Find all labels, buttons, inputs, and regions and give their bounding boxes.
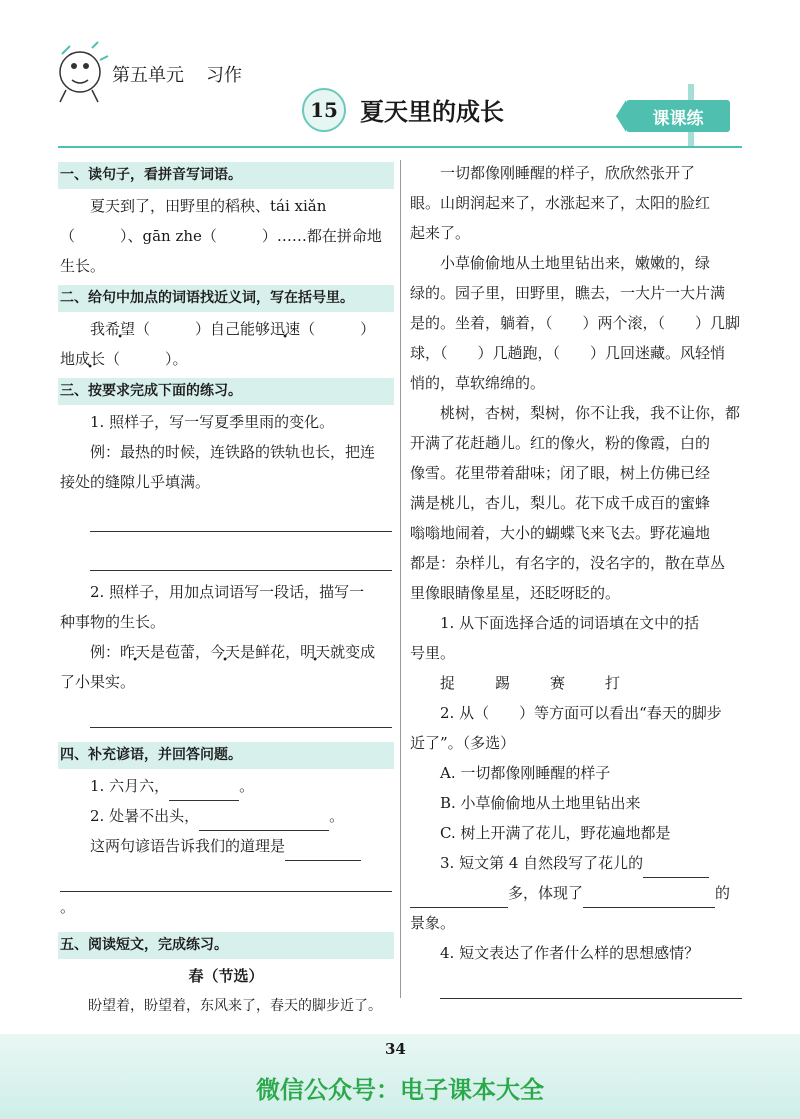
answer-line[interactable] [90,697,392,728]
passage-line[interactable]: 球，（ ）几趟跑，（ ）几回迷藏。风轻悄 [410,344,726,362]
s3-example-1a: 例：最热的时候，连铁路的铁轨也长，把连 [90,443,376,461]
answer-line[interactable] [90,540,392,571]
ex-text: 就变成 [330,643,376,661]
s1-line-1: 夏天到了，田野里的稻秧、tái xiǎn [90,197,327,215]
question-1a: 1. 从下面选择合适的词语填在文中的括 [440,614,700,632]
passage-line: 里像眼睛像星星，还眨呀眨的。 [410,584,621,602]
passage-line: 眼。山朗润起来了，水涨起来了，太阳的脸红 [410,194,711,212]
dotted-word: 明天 [300,643,331,661]
question-2a[interactable]: 2. 从（ ）等方面可以看出“春天的脚步 [440,704,722,722]
section-2-title: 二、给句中加点的词语找近义词，写在括号里。 [58,285,394,312]
header-rule [58,146,742,148]
practice-tag: 课课练 [626,100,730,132]
s2-line-2[interactable] [60,344,392,374]
passage-line: 绿的。园子里，田野里，瞧去，一大片一大片满 [410,284,726,302]
passage-p1: 盼望着，盼望着，东风来了，春天的脚步近了。 [88,998,382,1014]
s3-q2a: 2. 照样子，用加点词语写一段话，描写一 [90,583,365,601]
ex-text: 是苞蕾， [150,643,211,661]
s3-q2b: 种事物的生长。 [60,613,166,631]
blank[interactable] [583,885,715,908]
passage-line: 像雪。花里带着甜味；闭了眼，树上仿佛已经 [410,464,711,482]
q3-text: 多，体现了 [508,884,584,902]
word-choice[interactable]: 打 [605,674,621,692]
q3-text: 的 [715,884,731,902]
blank[interactable] [410,885,508,908]
section-5-title: 五、阅读短文，完成练习。 [58,932,394,959]
passage-line: 都是：杂样儿，有名字的，没名字的，散在草丛 [410,554,726,572]
word-choice[interactable]: 赛 [550,674,566,692]
passage-line: 桃树，杏树，梨树，你不让我，我不让你，都 [440,404,741,422]
word-choices [410,668,742,698]
s4-text: 。 [239,777,255,795]
left-column [60,158,392,1021]
section-3-title: 三、按要求完成下面的练习。 [58,378,394,405]
mascot-icon [52,40,112,106]
s4-text: 。 [329,807,345,825]
passage-line: 一切都像刚睡醒的样子，欣欣然张开了 [440,164,696,182]
question-3c: 景象。 [410,914,456,932]
blank[interactable] [285,838,361,861]
dotted-word: 迅速 [270,320,301,338]
blank [60,870,382,892]
lesson-title: 夏天里的成长 [360,98,504,126]
s2-text: （ ） [300,320,376,338]
column-divider [400,160,401,998]
right-column [410,158,742,999]
ex-text: 是鲜花， [240,643,301,661]
section-4-title: 四、补充谚语，并回答问题。 [58,742,394,769]
blank[interactable] [643,855,709,878]
dotted-word: 昨天 [120,643,151,661]
s4-end: 。 [60,898,76,916]
question-3b[interactable] [410,878,742,908]
s3-q1: 1. 照样子，写一写夏季里雨的变化。 [90,413,335,431]
question-4: 4. 短文表达了作者什么样的思想感情？ [440,944,700,962]
s3-example-1b: 接处的缝隙儿乎填满。 [60,473,211,491]
s1-line-2[interactable]: （ ）、gān zhe（ ）……都在拼命地 [60,227,382,245]
poem-title: 春（节选） [188,967,264,985]
unit-label: 第五单元 [112,65,184,86]
answer-line[interactable] [90,501,392,532]
s4-q2[interactable] [60,801,392,831]
s2-text: 地 [60,350,76,368]
passage-line: 嗡嗡地闹着，大小的蝴蝶飞来飞去。野花遍地 [410,524,711,542]
passage-line: 开满了花赶趟儿。红的像火，粉的像霞，白的 [410,434,711,452]
answer-line[interactable] [440,968,742,999]
word-choice[interactable]: 捉 [440,674,456,692]
s4-q1[interactable] [60,771,392,801]
s4-q3[interactable] [60,831,392,861]
passage-line: 起来了。 [410,224,471,242]
s2-line-1[interactable] [60,314,392,344]
section-label: 习作 [206,65,242,86]
s2-text: （ ）自己能够 [135,320,271,338]
s1-line-3: 生长。 [60,257,106,275]
s4-text: 这两句谚语告诉我们的道理是 [90,837,286,855]
dotted-word: 希望 [105,320,136,338]
lesson-number: 15 [302,88,346,132]
word-choice[interactable]: 踢 [495,674,511,692]
footer-watermark: 微信公众号：电子课本大全 [256,1076,544,1104]
s4-text: 2. 处暑不出头， [90,807,200,825]
s3-example-2b: 了小果实。 [60,673,136,691]
option-c[interactable]: C. 树上开满了花儿，野花遍地都是 [440,824,671,842]
passage-line: 小草偷偷地从土地里钻出来，嫩嫩的，绿 [440,254,711,272]
s2-text: （ ）。 [105,350,188,368]
blank[interactable] [169,778,239,801]
question-1b: 号里。 [410,644,456,662]
passage-line: 悄的，草软绵绵的。 [410,374,546,392]
q3-text: 3. 短文第 4 自然段写了花儿的 [440,854,644,872]
question-3a[interactable] [410,848,742,878]
s4-text: 1. 六月六， [90,777,170,795]
passage-line: 满是桃儿，杏儿，梨儿。花下成千成百的蜜蜂 [410,494,711,512]
s2-text: 我 [90,320,106,338]
option-a[interactable]: A. 一切都像刚睡醒的样子 [440,764,611,782]
question-2b: 近了”。（多选） [410,734,516,752]
passage-line[interactable]: 是的。坐着，躺着，（ ）两个滚，（ ）几脚 [410,314,741,332]
s3-example-2a [60,637,392,667]
page-number: 34 [385,1040,406,1058]
dotted-word: 成长 [75,350,106,368]
option-b[interactable]: B. 小草偷偷地从土地里钻出来 [440,794,641,812]
section-1-title: 一、读句子，看拼音写词语。 [58,162,394,189]
unit-header [112,61,264,87]
blank[interactable] [199,808,329,831]
ex-text: 例： [90,643,121,661]
dotted-word: 今天 [210,643,241,661]
